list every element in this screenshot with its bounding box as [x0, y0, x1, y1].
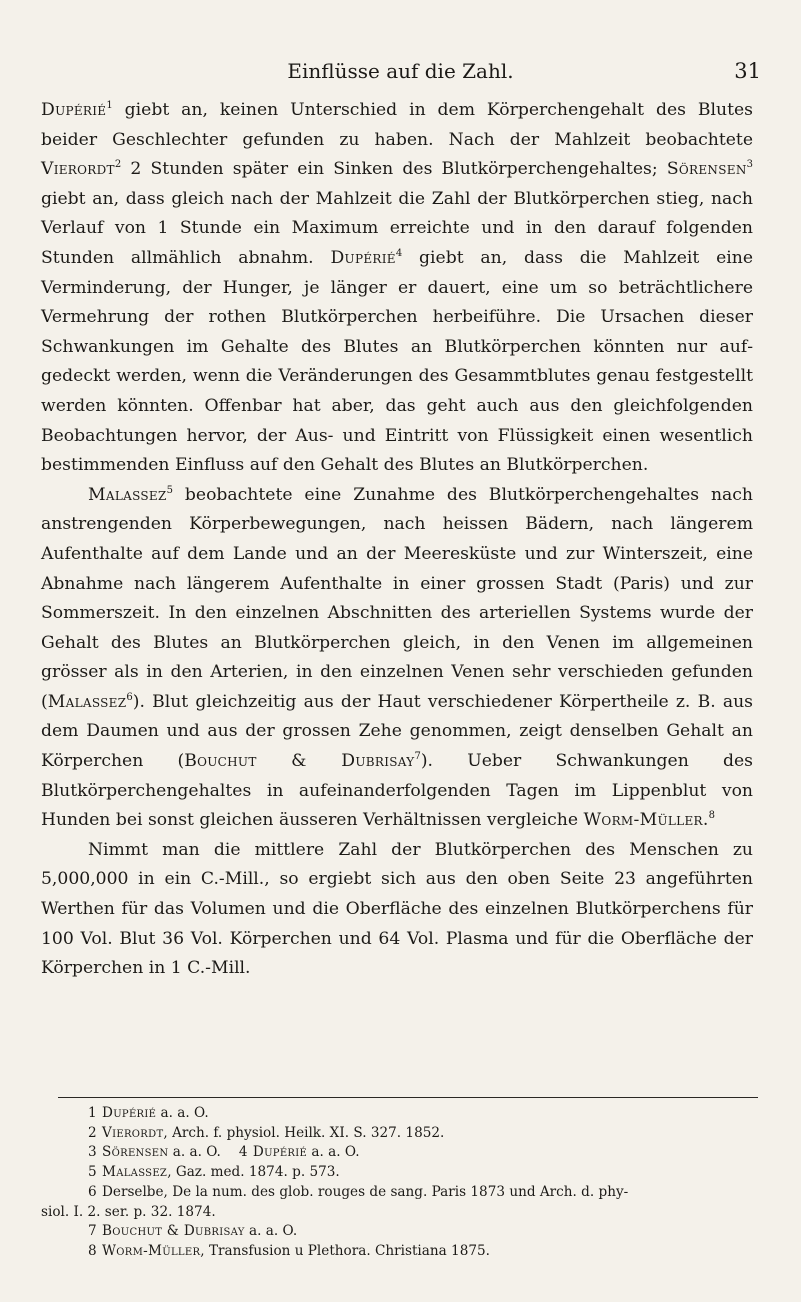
footnote-number: 3 — [88, 1144, 97, 1161]
paragraph — [41, 96, 753, 481]
footnote-number: 7 — [88, 1223, 97, 1240]
footnote-author: Sörensen — [102, 1144, 169, 1161]
footnote-text: a. a. O. — [307, 1144, 360, 1161]
footnote-text: a. a. O. — [168, 1144, 221, 1161]
footnote — [41, 1163, 753, 1183]
footnotes — [41, 1104, 753, 1262]
author-name: Bouchut & Dubrisay — [184, 751, 415, 772]
footnote-ref[interactable]: 1 — [106, 100, 113, 111]
footnote-author: Bouchut & Dubrisay — [102, 1223, 245, 1240]
author-name: Vierordt — [41, 159, 115, 180]
footnote — [41, 1104, 753, 1124]
author-name: Malassez — [88, 484, 167, 505]
author-name: Sörensen — [666, 159, 747, 180]
footnote-author: Dupérié — [102, 1105, 157, 1121]
text-run: ). Blut gleichzeitig aus der Haut verschiedener Körpertheile z. B. aus dem Daumen und aus der grossen Zehe genommen, zeigt denselben Gehalt an Körperchen ( — [41, 691, 753, 772]
text-run: giebt an, dass die Mahlzeit eine Verminderung, der Hunger, je länger er dauert, eine um so beträchtlichere Vermehrung der rothen Blutkörperchen herbeiführe. Die Ursachen dieser Schwankungen im Gehalte des Blutes an Blutkörperchen könnten nur aufgedeckt werden, wenn die Veränderungen des Gesammtblutes genau festgestellt werden könnten. Offenbar hat aber, das geht auch aus den gleichfolgenden Beobachtungen hervor, der Aus- und Eintritt von Flüssigkeit einen wesentlich bestimmenden Einfluss auf den Gehalt des Blutes an Blutkörperchen. — [41, 247, 753, 476]
footnote-text: a. a. O. — [156, 1105, 209, 1121]
footnote-divider — [58, 1097, 758, 1098]
footnote-number: 5 — [88, 1164, 97, 1181]
footnote-text: , Transfusion u Plethora. Christiana 1875. — [200, 1242, 490, 1259]
footnote-ref[interactable]: 7 — [414, 751, 421, 763]
text-run: ). Ueber Schwankungen des Blutkörperchengehaltes in aufeinanderfolgenden Tagen im Lippenblut von Hunden bei sonst gleichen äusseren Verhältnissen vergleiche — [41, 751, 753, 831]
paragraph: Nimmt man die mittlere Zahl der Blutkörperchen des Menschen zu 5,000,000 in ein C.-Mill., so ergiebt sich aus den oben Seite 23 angeführten Werthen für das Volumen und die Oberfläche des einzelnen Blutkörperchens für 100 Vol. Blut 36 Vol. Körperchen und 64 Vol. Plasma und für die Oberfläche der Körperchen in 1 C.-Mill. — [41, 839, 753, 979]
main-text — [41, 96, 753, 984]
footnote-ref[interactable]: 2 — [114, 159, 122, 171]
footnote-ref[interactable]: 8 — [708, 810, 715, 822]
footnote-number: 2 — [88, 1124, 97, 1141]
footnote-text: , Gaz. med. 1874. p. 573. — [167, 1164, 340, 1181]
footnote-number: 6 — [88, 1183, 97, 1200]
text-run: beobachtete eine Zunahme des Blutkörperchengehaltes nach anstrengenden Körperbewegungen, nach heissen Bädern, nach längerem Aufenthalte auf dem Lande und an der Meeresküste und zur Winterszeit, eine Abnahme nach längerem Aufenthalte in einer grossen Stadt (Paris) und zur Sommerszeit. In den einzelnen Abschnitten des arteriellen Systems wurde der Gehalt des Blutes an Blutkörperchen gleich, in den Venen im allgemeinen grösser als in den Arterien, in den einzelnen Venen sehr verschieden gefunden ( — [41, 484, 753, 712]
running-title: Einflüsse auf die Zahl. — [287, 59, 514, 83]
footnote-ref[interactable]: 4 — [395, 247, 403, 259]
footnote — [41, 1124, 753, 1144]
footnote-continuation: siol. I. 2. ser. p. 32. 1874. — [41, 1203, 216, 1220]
footnote-number: 1 — [88, 1105, 97, 1121]
footnote-ref[interactable]: 6 — [126, 691, 133, 703]
footnote-author: Vierordt — [102, 1124, 164, 1141]
footnote — [41, 1222, 753, 1242]
footnote-number: 8 — [88, 1242, 97, 1259]
footnote-ref[interactable]: 5 — [166, 484, 174, 496]
author-name: Dupérié — [41, 100, 107, 120]
author-name: Dupérié — [330, 247, 396, 268]
footnote-author: Worm-Müller — [102, 1242, 201, 1259]
running-header — [40, 56, 761, 86]
text-run: giebt an, keinen Unterschied in dem Körperchengehalt des Blutes beider Geschlechter gefunden zu haben. Nach der Mahlzeit beobachtete — [41, 100, 753, 150]
footnote-number: 4 — [238, 1144, 248, 1161]
paragraph — [41, 481, 753, 836]
footnote — [41, 1143, 753, 1163]
text-run: 2 Stunden später ein Sinken des Blutkörperchengehaltes; — [121, 159, 667, 180]
footnote-author: Malassez — [102, 1164, 168, 1181]
page-number: 31 — [734, 59, 761, 83]
author-name: Worm-Müller. — [583, 810, 709, 831]
footnote-text: , Arch. f. physiol. Heilk. XI. S. 327. 1852. — [163, 1124, 445, 1141]
footnote-ref[interactable]: 3 — [746, 159, 753, 171]
text-run: giebt an, dass gleich nach der Mahlzeit die Zahl der Blutkörperchen stieg, nach Verlauf von 1 Stunde ein Maximum erreichte und in den darauf folgenden Stunden allmählich abnahm. — [41, 188, 753, 268]
footnote — [41, 1242, 753, 1262]
footnote-author: Dupérié — [252, 1144, 308, 1161]
author-name: Malassez — [47, 691, 127, 712]
footnote-text: a. a. O. — [244, 1223, 298, 1240]
footnote-text: Derselbe, De la num. des glob. rouges de sang. Paris 1873 und Arch. d. phy- — [102, 1183, 629, 1200]
footnote — [41, 1183, 753, 1203]
